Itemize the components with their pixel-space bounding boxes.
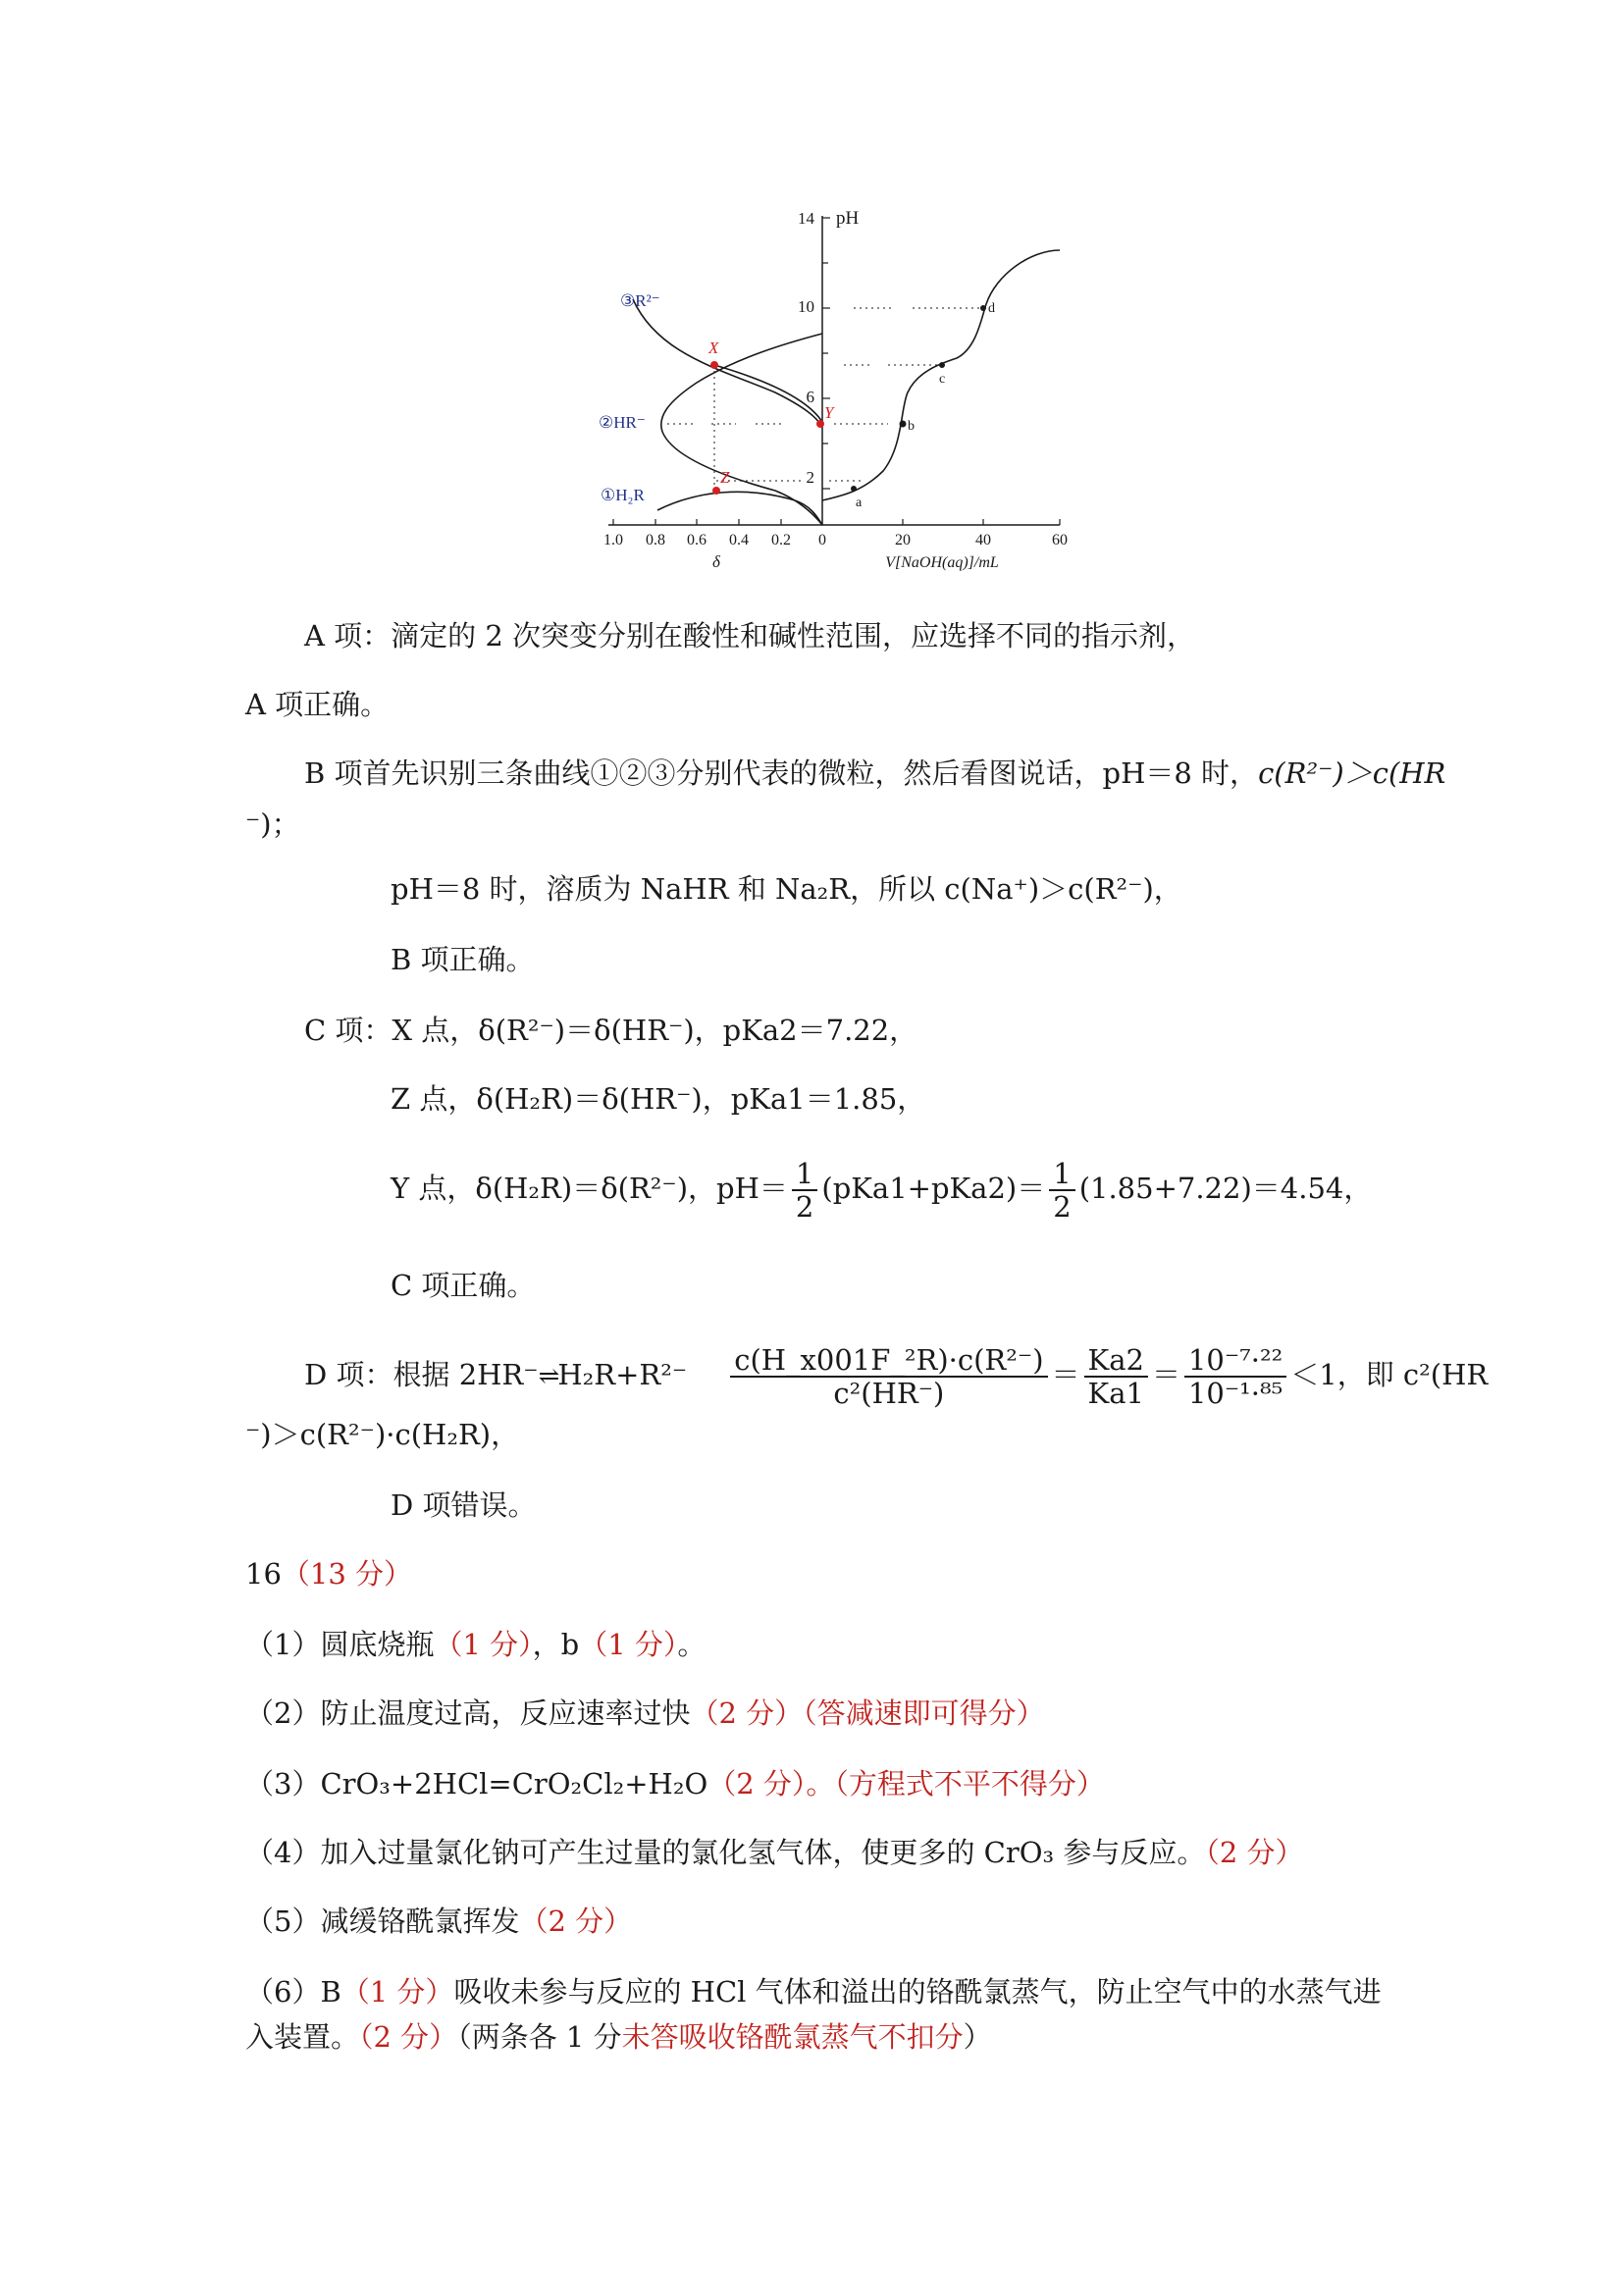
option-c-line-2: Z 点，δ(H₂R)＝δ(HR⁻)，pKa1＝1.85， xyxy=(391,1082,926,1116)
answer-4: （4）加入过量氯化钠可产生过量的氯化氢气体，使更多的 CrO₃ 参与反应。（2 分） xyxy=(245,1836,1304,1869)
point-x-marker xyxy=(710,361,718,369)
volume-tick-40: 40 xyxy=(975,532,991,548)
question-16-header xyxy=(245,1554,412,1593)
ph-tick-2: 2 xyxy=(806,468,814,487)
value-fraction: $\frac{\text{10⁻⁷·²²}}{\text{10⁻¹·⁸⁵}}$ xyxy=(1184,1344,1286,1409)
option-b-line-1 xyxy=(304,754,1445,793)
delta-tick-0.4: 0.4 xyxy=(729,532,749,548)
ph-tick-10: 10 xyxy=(798,297,814,316)
delta-tick-0.6: 0.6 xyxy=(687,532,707,548)
option-c-line-3 xyxy=(391,1158,1372,1223)
delta-axis-label: δ xyxy=(712,552,720,571)
volume-tick-60: 60 xyxy=(1052,532,1068,548)
curve-label-r2: ③R²⁻ xyxy=(620,291,660,310)
option-b-line-2: ⁻)； xyxy=(245,808,300,841)
d1-reaction: H₂R+R²⁻ xyxy=(557,1358,688,1391)
question-score: （13 分） xyxy=(281,1557,413,1591)
curve-label-h2r: ①H₂R xyxy=(601,486,645,504)
point-d-label: d xyxy=(988,301,995,316)
question-number: 16 xyxy=(245,1557,282,1591)
half-fraction-1: $\frac{1}{2}$ xyxy=(792,1158,817,1223)
titration-diagram xyxy=(550,196,1099,589)
option-d-line-1: D 项：根据 2HR⁻⇌H₂R+R²⁻ $\frac{\text{c(H\_x001F\_²R)·c(R²⁻)}}{\text{c²(HR⁻)}}$ ＝ $\frac{Ka2}{Ka1}$ ＝ $\frac{\text{10⁻⁷·²²}}{\text{10⁻¹·⁸⁵}}$ ＜1，即 c²(HR xyxy=(304,1343,1489,1410)
option-c-line-1: C 项：X 点，δ(R²⁻)＝δ(HR⁻)，pKa2＝7.22， xyxy=(304,1014,918,1047)
half-fraction-2: $\frac{1}{2}$ xyxy=(1049,1158,1074,1223)
option-a-line-1: A 项：滴定的 2 次突变分别在酸性和碱性范围，应选择不同的指示剂， xyxy=(304,619,1196,652)
answer-5: （5）减缓铬酰氯挥发（2 分） xyxy=(245,1905,633,1938)
volume-tick-20: 20 xyxy=(895,532,911,548)
answer-2: （2）防止温度过高，反应速率过快（2 分）（答减速即可得分） xyxy=(245,1696,1045,1730)
point-z-label: Z xyxy=(720,468,730,487)
option-d-line-3: D 项错误。 xyxy=(391,1488,537,1522)
delta-tick-0.2: 0.2 xyxy=(771,532,791,548)
answer-1: （1）圆底烧瓶（1 分），b（1 分）。 xyxy=(245,1628,707,1661)
d1-suffix: ＜1，即 c²(HR xyxy=(1290,1358,1489,1391)
point-y-label: Y xyxy=(824,403,834,422)
c3-result: (1.85+7.22)＝4.54， xyxy=(1078,1172,1373,1205)
point-z-marker xyxy=(712,487,720,495)
curve-hr-minus xyxy=(661,334,822,525)
point-d-marker xyxy=(980,305,986,311)
option-b-formula: c(R²⁻)＞c(HR xyxy=(1258,757,1446,790)
curve-r2-minus xyxy=(633,299,822,427)
answer-3: （3）CrO₃+2HCl=CrO₂Cl₂+H₂O（2 分）。（方程式不平不得分） xyxy=(245,1767,1105,1800)
point-c-marker xyxy=(939,362,945,368)
curve-label-hr: ②HR⁻ xyxy=(599,413,646,432)
option-a-line-2: A 项正确。 xyxy=(245,688,390,721)
point-a-label: a xyxy=(856,496,863,510)
option-b-text: B 项首先识别三条曲线①②③分别代表的微粒，然后看图说话，pH＝8 时， xyxy=(304,757,1259,790)
equilibrium-arrow-icon: ⇌ xyxy=(538,1362,558,1391)
option-c-line-4: C 项正确。 xyxy=(391,1269,536,1302)
point-b-label: b xyxy=(908,419,915,434)
point-a-marker xyxy=(851,486,857,492)
ph-tick-6: 6 xyxy=(806,388,814,406)
volume-axis-label: V[NaOH(aq)]/mL xyxy=(885,554,999,571)
point-x-label: X xyxy=(708,339,719,357)
ph-axis-label: pH xyxy=(836,208,860,229)
ph-tick-14: 14 xyxy=(798,209,814,228)
delta-tick-0.8: 0.8 xyxy=(646,532,665,548)
curve-h2r xyxy=(657,492,822,525)
option-b-line-4: B 项正确。 xyxy=(391,943,535,976)
ratio-fraction: $\frac{\text{c(H\_x001F\_²R)·c(R²⁻)}}{\text{c²(HR⁻)}}$ xyxy=(730,1344,1047,1409)
d1-prefix: D 项：根据 2HR⁻ xyxy=(304,1358,539,1391)
c3-prefix: Y 点，δ(H₂R)＝δ(R²⁻)，pH＝ xyxy=(391,1172,788,1205)
point-c-label: c xyxy=(939,372,946,387)
c3-middle: (pKa1+pKa2)＝ xyxy=(821,1172,1046,1205)
delta-tick-0: 0 xyxy=(818,532,826,548)
k-fraction: $\frac{Ka2}{Ka1}$ xyxy=(1084,1344,1148,1409)
option-d-line-2: ⁻)＞c(R²⁻)·c(H₂R)， xyxy=(245,1418,520,1451)
option-b-line-3: pH＝8 时，溶质为 NaHR 和 Na₂R，所以 c(Na⁺)＞c(R²⁻)， xyxy=(391,872,1182,906)
answer-6-line-1: （6）B（1 分）吸收未参与反应的 HCl 气体和溢出的铬酰氯蒸气，防止空气中的水蒸气进 xyxy=(245,1975,1382,2009)
delta-tick-1.0: 1.0 xyxy=(603,532,623,548)
point-y-marker xyxy=(816,420,824,428)
answer-6-line-2: 入装置。（2 分）（两条各 1 分未答吸收铬酰氯蒸气不扣分） xyxy=(245,2020,992,2054)
point-b-marker xyxy=(900,421,907,428)
